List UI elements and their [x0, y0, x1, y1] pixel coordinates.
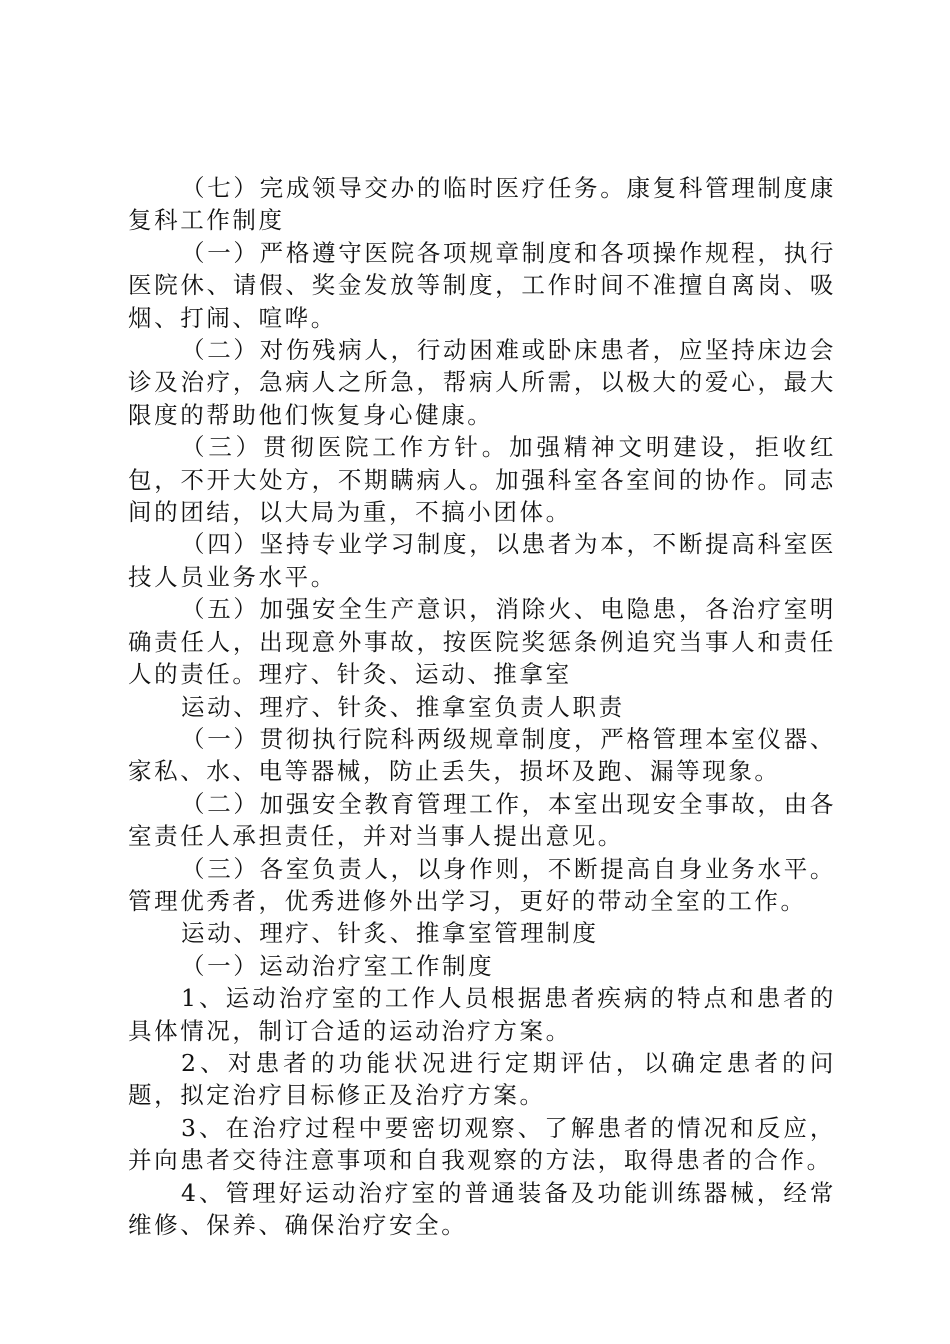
paragraph-resp-2: （二）加强安全教育管理工作，本室出现安全事故，由各室责任人承担责任，并对当事人提出意见。 — [128, 789, 836, 851]
list-item-2: 2、对患者的功能状况进行定期评估，以确定患者的问题，拟定治疗目标修正及治疗方案。 — [128, 1048, 836, 1110]
paragraph-2-patients: （二）对伤残病人，行动困难或卧床患者，应坚持床边会诊及治疗，急病人之所急，帮病人所需，以极大的爱心，最大限度的帮助他们恢复身心健康。 — [128, 336, 836, 429]
subsection-heading-exercise-room: （一）运动治疗室工作制度 — [181, 951, 495, 980]
section-heading-management: 运动、理疗、针炙、推拿室管理制度 — [181, 919, 599, 948]
paragraph-3-policy: （三）贯彻医院工作方针。加强精神文明建设，拒收红包，不开大处方，不期瞒病人。加强科室各室间的协作。同志间的团结，以大局为重，不搞小团体。 — [128, 433, 836, 527]
paragraph-1-rules: （一）严格遵守医院各项规章制度和各项操作规程，执行医院休、请假、奖金发放等制度，工作时间不准擅自离岗、吸烟、打闹、喧哗。 — [128, 238, 836, 332]
list-item-4: 4、管理好运动治疗室的普通装备及功能训练器械，经常维修、保养、确保治疗安全。 — [128, 1178, 836, 1239]
paragraph-4-study: （四）坚持专业学习制度，以患者为本，不断提高科室医技人员业务水平。 — [128, 530, 836, 591]
list-item-1: 1、运动治疗室的工作人员根据患者疾病的特点和患者的具体情况，制订合适的运动治疗方案。 — [128, 984, 836, 1045]
list-item-3: 3、在治疗过程中要密切观察、了解患者的情况和反应，并向患者交待注意事项和自我观察的方法，取得患者的合作。 — [128, 1113, 836, 1175]
paragraph-resp-1: （一）贯彻执行院科两级规章制度，严格管理本室仪器、家私、水、电等器械，防止丢失，损坏及跑、漏等现象。 — [128, 724, 836, 786]
document-body — [128, 172, 836, 1241]
paragraph-5-safety: （五）加强安全生产意识，消除火、电隐患，各治疗室明确责任人，出现意外事故，按医院奖惩条例追究当事人和责任人的责任。理疗、针灸、运动、推拿室 — [128, 595, 836, 689]
paragraph-7-tasks: （七）完成领导交办的临时医疗任务。康复科管理制度康复科工作制度 — [128, 174, 836, 235]
paragraph-resp-3: （三）各室负责人，以身作则，不断提高自身业务水平。管理优秀者，优秀进修外出学习，更好的带动全室的工作。 — [128, 854, 836, 915]
section-heading-responsibilities: 运动、理疗、针灸、推拿室负责人职责 — [181, 692, 625, 721]
